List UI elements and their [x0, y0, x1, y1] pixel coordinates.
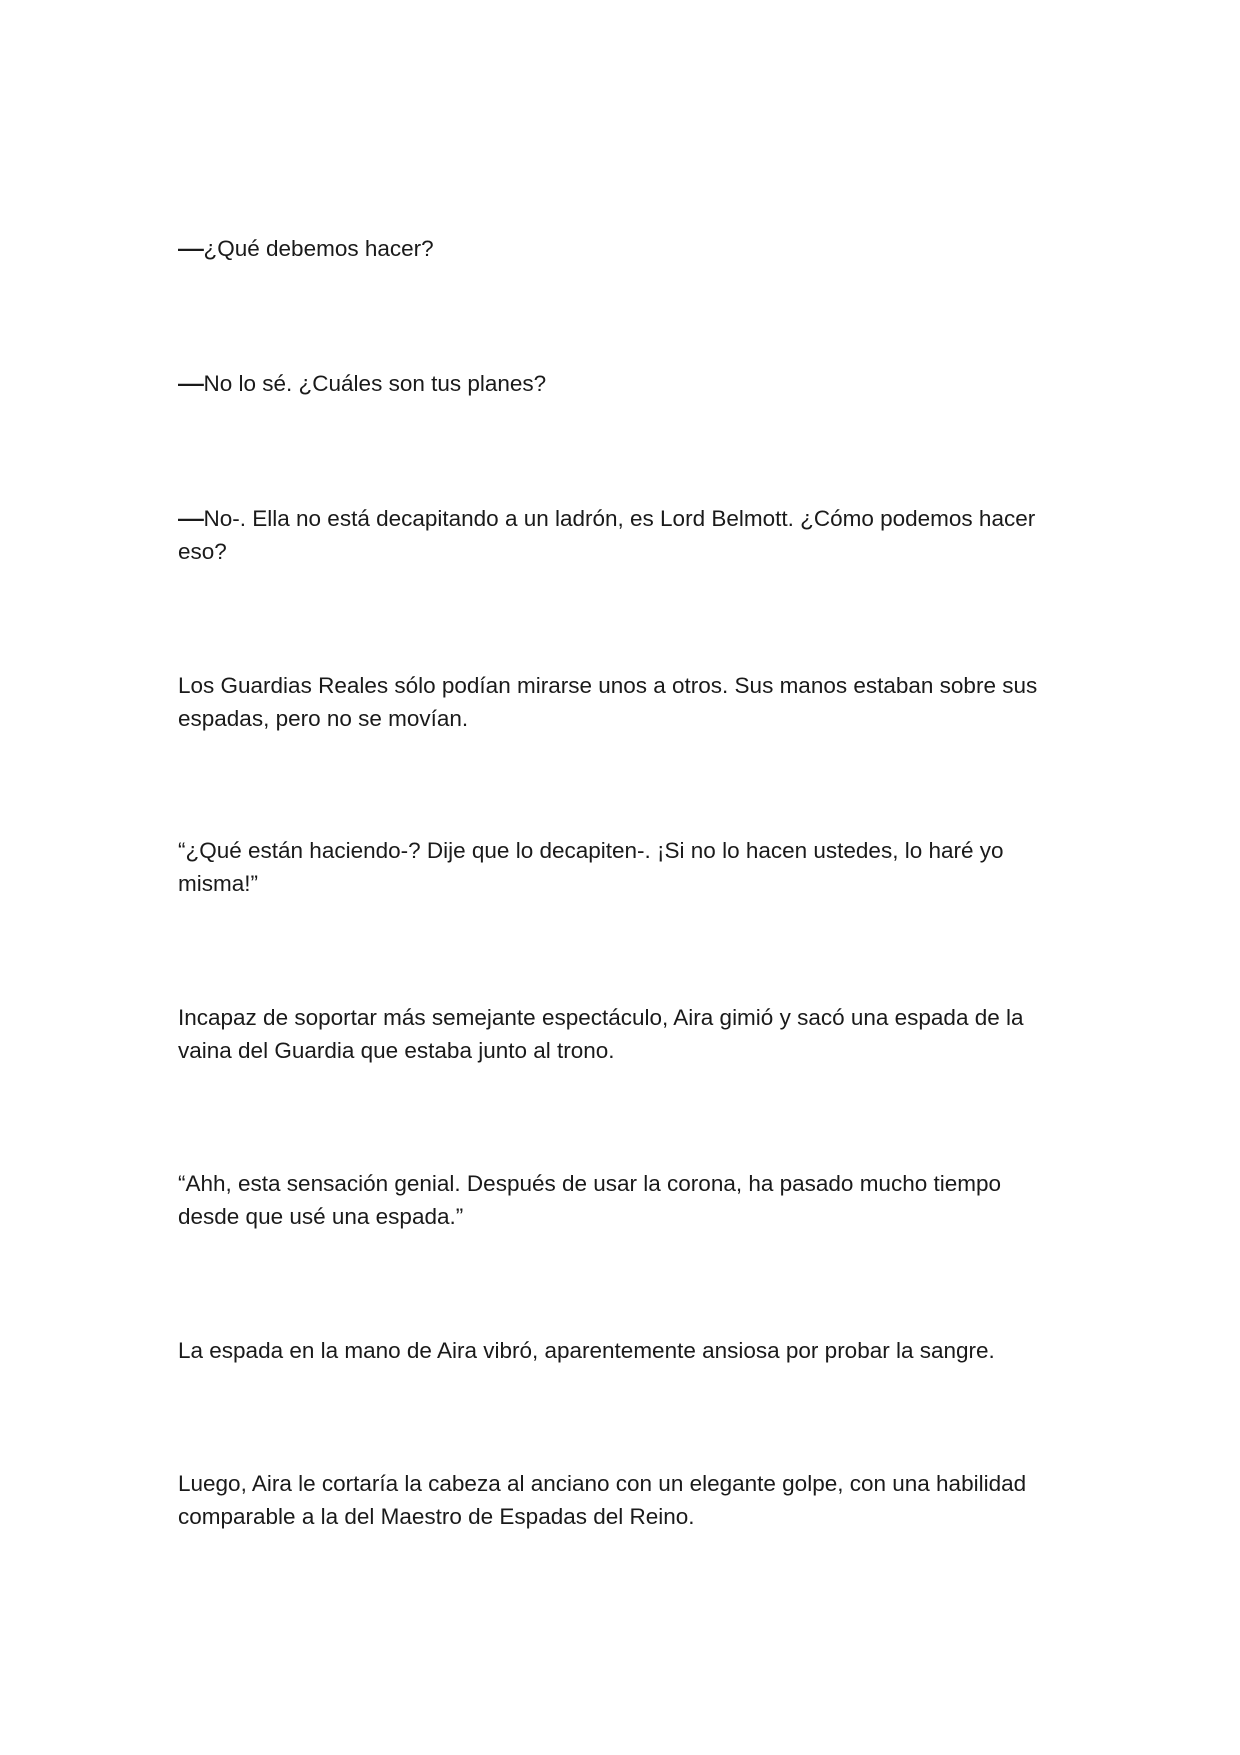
narrative-paragraph — [178, 669, 1058, 735]
text-line: misma!” — [178, 871, 258, 896]
em-dash: — — [178, 236, 204, 261]
text-line: eso? — [178, 539, 227, 564]
text-line: “Ahh, esta sensación genial. Después de usar la corona, ha pasado mucho tiempo — [178, 1171, 1002, 1196]
text-line: comparable a la del Maestro de Espadas del Reino. — [178, 1504, 695, 1529]
text-line: Incapaz de soportar más semejante espectáculo, Aira gimió y sacó una espada de la — [178, 1005, 1024, 1030]
dialogue-paragraph — [178, 232, 1058, 265]
text-line: —¿Qué debemos hacer? — [178, 232, 1058, 265]
text-line: La espada en la mano de Aira vibró, aparentemente ansiosa por probar la sangre. — [178, 1338, 995, 1363]
text-line: “¿Qué están haciendo-? Dije que lo decapiten-. ¡Si no lo hacen ustedes, lo haré yo — [178, 838, 1004, 863]
narrative-paragraph — [178, 1001, 1058, 1067]
text-line: Los Guardias Reales sólo podían mirarse unos a otros. Sus manos estaban sobre sus — [178, 673, 1038, 698]
text-line: —No-. Ella no está decapitando a un ladrón, es Lord Belmott. ¿Cómo podemos hacer — [178, 502, 1058, 535]
em-dash: — — [178, 371, 204, 396]
dialogue-paragraph — [178, 367, 1058, 400]
em-dash: — — [178, 506, 204, 531]
text-line: Luego, Aira le cortaría la cabeza al anciano con un elegante golpe, con una habilidad — [178, 1471, 1027, 1496]
narrative-paragraph — [178, 1334, 1058, 1367]
text-line: espadas, pero no se movían. — [178, 706, 469, 731]
text-line: —No lo sé. ¿Cuáles son tus planes? — [178, 367, 1058, 400]
quote-paragraph — [178, 1167, 1058, 1233]
text-line: vaina del Guardia que estaba junto al trono. — [178, 1038, 615, 1063]
narrative-paragraph — [178, 1467, 1058, 1533]
text-line: desde que usé una espada.” — [178, 1204, 464, 1229]
quote-paragraph — [178, 834, 1058, 900]
dialogue-paragraph — [178, 502, 1058, 568]
